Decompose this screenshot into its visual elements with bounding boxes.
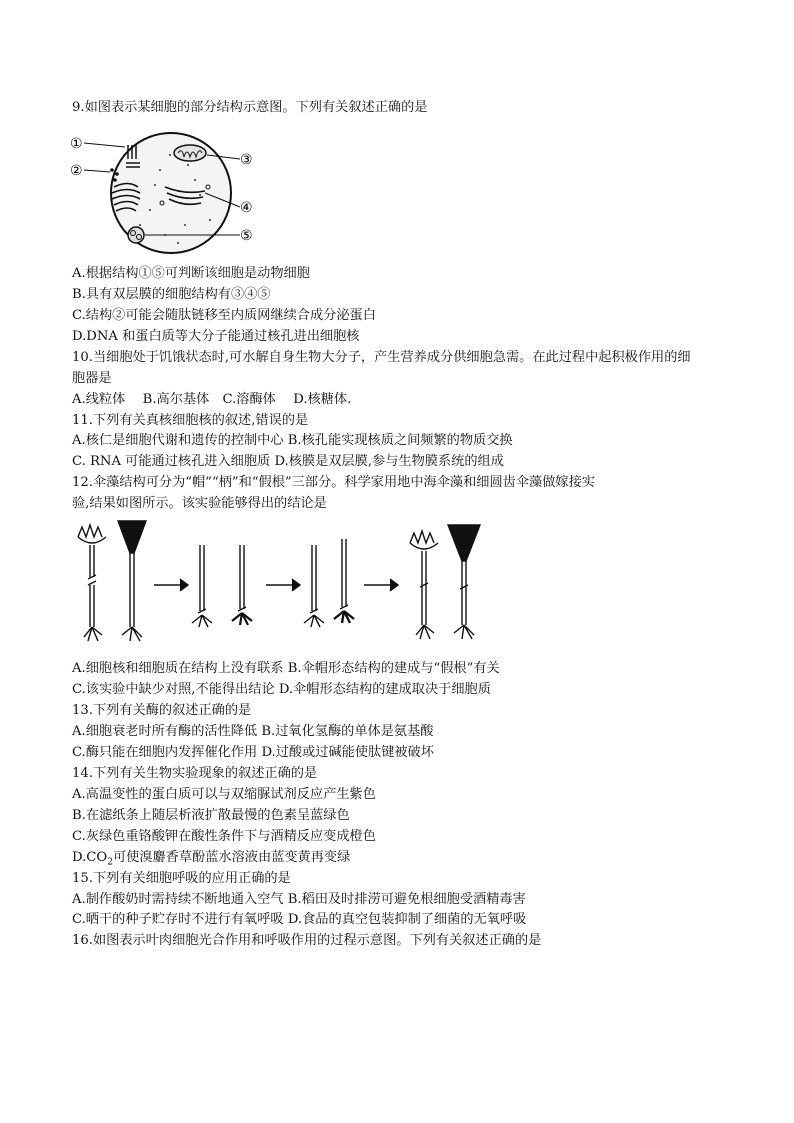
q14-option-d-suffix: 可使溴麝香草酚蓝水溶液由蓝变黄再变绿 [112, 850, 351, 865]
q15-options-line1: A.制作酸奶时需持续不断地通入空气 B.稻田及时排涝可避免根细胞受酒精毒害 [72, 892, 526, 907]
q9-option-b: B.具有双层膜的细胞结构有③④⑤ [72, 287, 271, 302]
label-1: ① [70, 136, 83, 152]
q12-stem-line2: 验,结果如图所示。该实验能够得出的结论是 [72, 496, 327, 511]
q15-options-line2: C.晒干的种子贮存时不进行有氧呼吸 D.食品的真空包装抑制了细菌的无氧呼吸 [72, 912, 527, 927]
q9-option-c: C.结构②可能会随肽链移至内质网继续合成分泌蛋白 [72, 308, 376, 323]
alga-3a [304, 545, 324, 627]
q14-option-a: A.高温变性的蛋白质可以与双缩脲试剂反应产生紫色 [72, 787, 376, 802]
q11-options-line1: A.核仁是细胞代谢和遗传的控制中心 B.核孔能实现核质之间频繁的物质交换 [72, 433, 513, 448]
alga-2b [232, 545, 252, 625]
alga-2a [192, 545, 212, 627]
alga-4a [410, 531, 438, 639]
q16-stem: 16.如图表示叶肉细胞光合作用和呼吸作用的过程示意图。下列有关叙述正确的是 [72, 933, 542, 948]
q13-stem: 13.下列有关酶的叙述正确的是 [72, 703, 252, 718]
cell-structure-diagram [70, 125, 270, 255]
label-3: ③ [240, 152, 253, 168]
alga-1b [118, 521, 146, 641]
q14-option-c: C.灰绿色重铬酸钾在酸性条件下与酒精反应变成橙色 [72, 829, 376, 844]
q14-stem: 14.下列有关生物实验现象的叙述正确的是 [72, 766, 318, 781]
alga-1a [78, 525, 106, 641]
q14-option-b: B.在滤纸条上随层析液扩散最慢的色素呈蓝绿色 [72, 808, 350, 823]
acetabularia-grafting-diagram [70, 515, 510, 655]
q10-stem-line2: 胞器是 [72, 371, 112, 386]
q13-options-line1: A.细胞衰老时所有酶的活性降低 B.过氧化氢酶的单体是氨基酸 [72, 724, 434, 739]
label-2: ② [70, 163, 83, 179]
q13-options-line2: C.酶只能在细胞内发挥催化作用 D.过酸或过碱能使肽键被破坏 [72, 745, 434, 760]
q10-stem-line1: 10.当细胞处于饥饿状态时,可水解自身生物大分子，产生营养成分供细胞急需。在此过程中起积极作用的细 [72, 350, 691, 365]
q9-option-a: A.根据结构①⑤可判断该细胞是动物细胞 [72, 266, 310, 281]
q14-option-d-subscript: 2 [107, 857, 113, 868]
label-5: ⑤ [240, 228, 253, 244]
alga-4b [448, 525, 480, 639]
q12-options-line2: C.该实验中缺少对照,不能得出结论 D.伞帽形态结构的建成取决于细胞质 [72, 682, 491, 697]
q15-stem: 15.下列有关细胞呼吸的应用正确的是 [72, 871, 291, 886]
q9-option-d: D.DNA 和蛋白质等大分子能通过核孔进出细胞核 [72, 329, 360, 344]
q12-options-line1: A.细胞核和细胞质在结构上没有联系 B.伞帽形态结构的建成与“假根”有关 [72, 661, 500, 676]
alga-3b [334, 539, 354, 623]
q10-options: A.线粒体 B.高尔基体 C.溶酶体 D.核糖体. [72, 392, 352, 407]
q14-option-d-prefix: D.CO [72, 850, 108, 865]
q12-stem-line1: 12.伞藻结构可分为“帽”“柄”和“假根”三部分。科学家用地中海伞藻和细圆齿伞藻做嫁接实 [72, 475, 595, 490]
q11-options-line2: C. RNA 可能通过核孔进入细胞质 D.核膜是双层膜,参与生物膜系统的组成 [72, 454, 504, 469]
q9-stem: 9.如图表示某细胞的部分结构示意图。下列有关叙述正确的是 [72, 100, 428, 115]
q11-stem: 11.下列有关真核细胞核的叙述,错误的是 [72, 413, 309, 428]
label-4: ④ [240, 200, 253, 216]
